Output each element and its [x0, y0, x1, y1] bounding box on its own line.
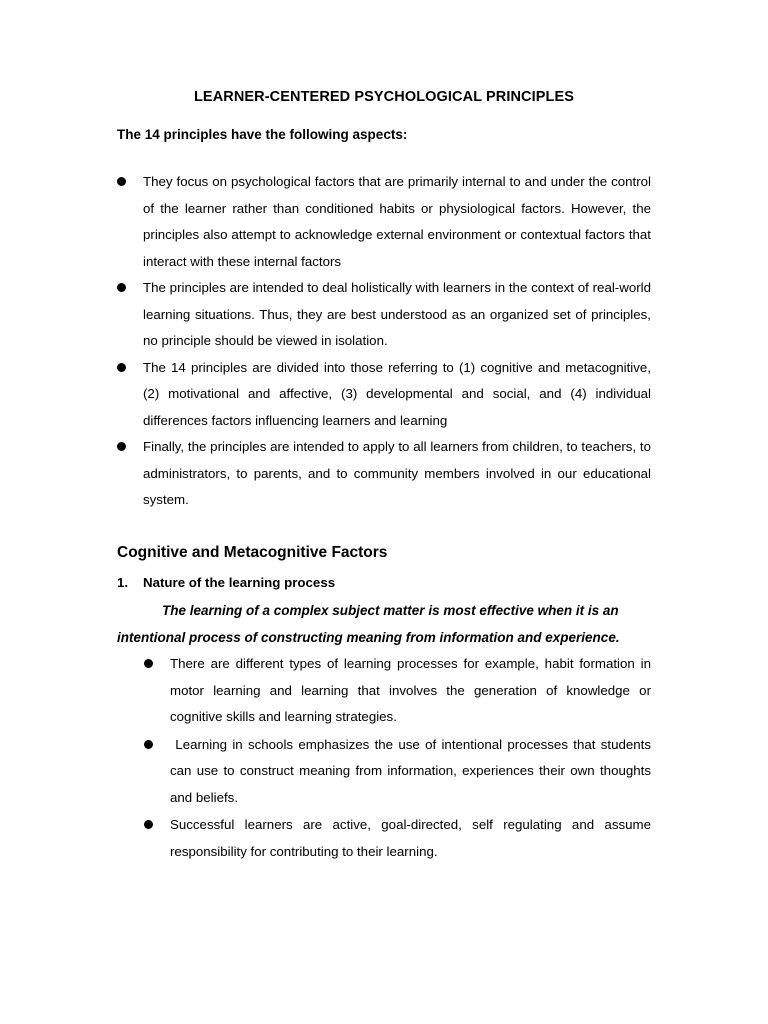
aspect-text: The principles are intended to deal holistically with learners in the context of real-world learning situations. Thus, they are best understood as an organized set of principles, no principle should be viewed in isolation. [143, 280, 651, 348]
bullet-icon [144, 659, 153, 668]
subsection-heading [117, 575, 335, 590]
bullet-icon [117, 363, 126, 372]
subsection-number: 1. [117, 575, 129, 590]
list-item [144, 651, 651, 731]
intro-text: The 14 principles have the following aspects: [117, 127, 408, 142]
bullet-icon [144, 740, 153, 749]
list-item [144, 732, 655, 812]
aspect-text: The 14 principles are divided into those referring to (1) cognitive and metacognitive, (2) motivational and affective, (3) developmental and social, and (4) individual differences factors influencing learners and learning [143, 359, 651, 428]
details-list [144, 651, 655, 865]
document-title: LEARNER-CENTERED PSYCHOLOGICAL PRINCIPLES [193, 89, 575, 105]
principle-statement-line-1: The learning of a complex subject matter is most effective when it is an [162, 603, 619, 618]
section-heading: Cognitive and Metacognitive Factors [117, 544, 388, 561]
list-item [144, 812, 651, 865]
list-item [117, 355, 651, 435]
bullet-icon [144, 820, 153, 829]
aspect-text: Finally, the principles are intended to apply to all learners from children, to teachers, to administrators, to parents, and to community members involved in our educational system. [143, 439, 651, 507]
detail-text: There are different types of learning processes for example, habit formation in motor learning and learning that involves the generation of knowledge or cognitive skills and learning strategies. [170, 656, 651, 724]
detail-text: Learning in schools emphasizes the use of intentional processes that students can use to construct meaning from information, experiences their own thoughts and beliefs. [170, 736, 655, 805]
aspects-list [117, 169, 651, 514]
bullet-icon [117, 177, 126, 186]
principle-statement-line-2: intentional process of constructing meaning from information and experience. [117, 630, 620, 645]
bullet-icon [117, 442, 126, 451]
list-item [117, 434, 651, 514]
detail-text: Successful learners are active, goal-directed, self regulating and assume responsibility for contributing to their learning. [170, 817, 651, 859]
list-item [117, 275, 651, 355]
subsection-title: Nature of the learning process [143, 575, 336, 590]
aspect-text: They focus on psychological factors that are primarily internal to and under the control of the learner rather than conditioned habits or physiological factors. However, the principles also attempt to acknowledge external environment or contextual factors that interact with these internal factors [143, 174, 651, 269]
list-item [117, 169, 651, 275]
bullet-icon [117, 283, 126, 292]
